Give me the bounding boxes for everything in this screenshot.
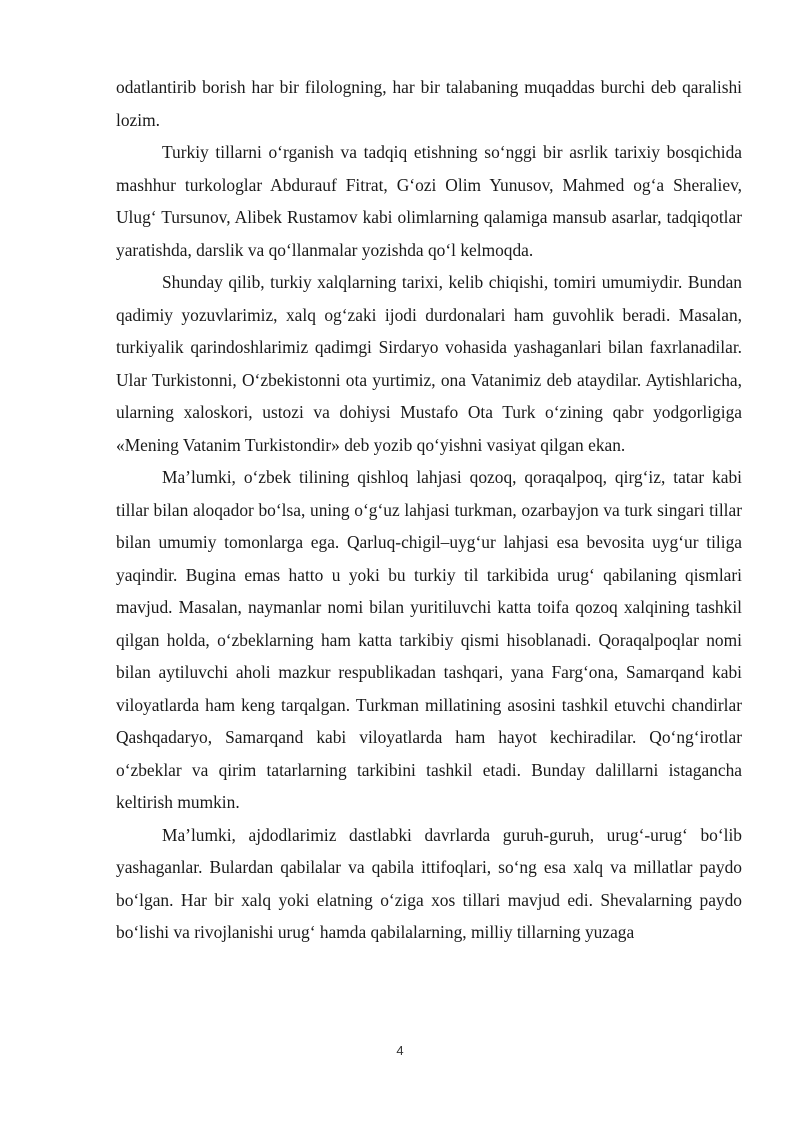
paragraph: Turkiy tillarni o‘rganish va tadqiq etishning so‘nggi bir asrlik tarixiy bosqichida mashhur turkologlar Abdurauf Fitrat, G‘ozi Olim Yunusov, Mahmed og‘a Sheraliev, Ulug‘ Tursunov, Alibek Rustamov kabi olimlarning qalamiga mansub asarlar, tadqiqotlar yaratishda, darslik va qo‘llanmalar yozishda qo‘l kelmoqda. [116, 142, 742, 260]
paragraph: Shunday qilib, turkiy xalqlarning tarixi, kelib chiqishi, tomiri umumiydir. Bundan qadimiy yozuvlarimiz, xalq og‘zaki ijodi durdonalari ham guvohlik beradi. Masalan, turkiyalik qarindoshlarimiz qadimgi Sirdaryo vohasida yashaganlari bilan faxrlanadilar. Ular Turkistonni, O‘zbekistonni ota yurtimiz, ona Vatanimiz deb ataydilar. Aytishlaricha, ularning xaloskori, ustozi va dohiysi Mustafo Ota Turk o‘zining qabr yodgorligiga «Mening Vatanim Turkistondir» deb yozib qo‘yishni vasiyat qilgan ekan. [116, 272, 742, 455]
paragraph: Ma’lumki, o‘zbek tilining qishloq lahjasi qozoq, qoraqalpoq, qirg‘iz, tatar kabi tillar bilan aloqador bo‘lsa, uning o‘g‘uz lahjasi turkman, ozarbayjon va turk singari tillar bilan umumiy tomonlarga ega. Qarluq-chigil–uyg‘ur lahjasi esa bevosita uyg‘ur tiliga yaqindir. Bugina emas hatto u yoki bu turkiy til tarkibida urug‘ qabilaning qismlari mavjud. Masalan, naymanlar nomi bilan yuritiluvchi katta toifa qozoq xalqining tashkil qilgan holda, o‘zbeklarning ham katta tarkibiy qismi hisoblanadi. Qoraqalpoqlar nomi bilan aytiluvchi aholi mazkur respublikadan tashqari, yana Farg‘ona, Samarqand kabi viloyatlarda ham keng tarqalgan. Turkman millatining asosini tashkil etuvchi chandirlar Qashqadaryo, Samarqand kabi viloyatlarda ham hayot kechiradilar. Qo‘ng‘irotlar o‘zbeklar va qirim tatarlarning tarkibini tashkil etadi. Bunday dalillarni istagancha keltirish mumkin. [116, 467, 742, 812]
page-number: 4 [396, 1043, 404, 1058]
paragraph: Ma’lumki, ajdodlarimiz dastlabki davrlarda guruh-guruh, urug‘-urug‘ bo‘lib yashaganlar. Bulardan qabilalar va qabila ittifoqlari, so‘ng esa xalq va millatlar paydo bo‘lgan. Har bir xalq yoki elatning o‘ziga xos tillari mavjud edi. Shevalarning paydo bo‘lishi va rivojlanishi urug‘ hamda qabilalarning, milliy tillarning yuzaga [116, 824, 742, 942]
document-body [116, 71, 742, 949]
paragraph: odatlantirib borish har bir filologning, har bir talabaning muqaddas burchi deb qaralishi lozim. [116, 77, 742, 130]
